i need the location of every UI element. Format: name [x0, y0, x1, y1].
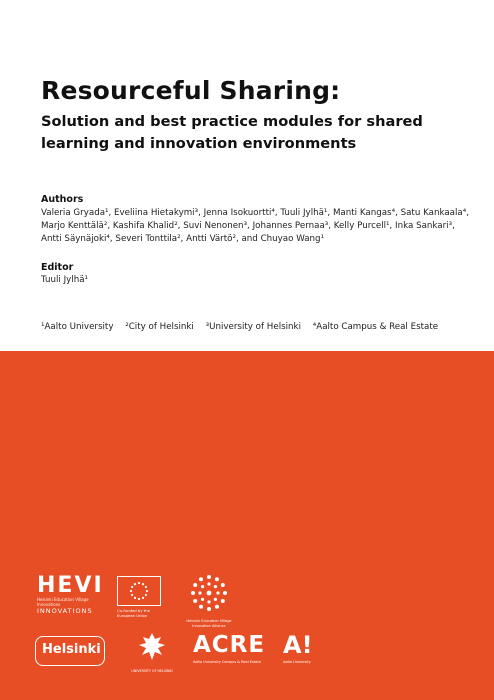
acre-caption: Aalto University Campus & Real Estate: [193, 660, 261, 664]
affiliation-item: ³University of Helsinki: [205, 322, 301, 332]
hevi-logo-mark: HEVI: [37, 573, 104, 598]
uh-caption: UNIVERSITY OF HELSINKI: [131, 669, 173, 673]
affiliations: [41, 322, 447, 332]
authors-heading: Authors: [41, 194, 84, 205]
eu-caption: Co-funded by the European Union: [117, 608, 151, 618]
aalto-logo: [283, 633, 343, 665]
university-of-helsinki-logo: [131, 631, 173, 673]
acre-logo-mark: ACRE: [193, 632, 266, 658]
editor-heading: Editor: [41, 262, 74, 273]
hevi-logo-word: INNOVATIONS: [37, 607, 93, 615]
affiliation-item: ⁴Aalto Campus & Real Estate: [312, 322, 439, 332]
innovation-alliance-logo: [184, 573, 234, 628]
document-title: Resourceful Sharing:: [41, 76, 341, 105]
aalto-caption: Aalto University: [283, 660, 311, 664]
eu-flag-icon: [117, 576, 161, 606]
aalto-logo-mark: A!: [283, 631, 313, 659]
hevi-logo: [37, 573, 104, 615]
eu-cofunded-logo: [117, 576, 163, 618]
alliance-caption: Helsinki Education Village Innovation Alliance: [186, 619, 232, 628]
editor-name: Tuuli Jylhä¹: [41, 275, 89, 285]
acre-logo: [193, 633, 273, 665]
affiliation-item: ¹Aalto University: [41, 322, 114, 332]
helsinki-logo-text: Helsinki: [42, 642, 101, 657]
dotted-circle-icon: [189, 573, 229, 613]
university-seal-icon: [131, 631, 173, 663]
authors-list: Valeria Gryada¹, Eveliina Hietakymi³, Jenna Isokuortti⁴, Tuuli Jylhä¹, Manti Kangas⁴, Satu Kankaala⁴, Marjo Kenttälä², Kashifa Khalid², Suvi Nenonen³, Johannes Pernaa³, Kelly Purcell¹, Inka Sankari³, Antti Säynäjoki⁴, Severi Tonttila², Antti Värtö², and Chuyao Wang¹: [41, 208, 469, 244]
helsinki-logo: [35, 636, 105, 666]
affiliation-item: ²City of Helsinki: [125, 322, 194, 332]
hevi-logo-tagline: Helsinki Education Village Innovations: [37, 597, 89, 607]
document-subtitle: Solution and best practice modules for shared learning and innovation environments: [41, 113, 423, 152]
